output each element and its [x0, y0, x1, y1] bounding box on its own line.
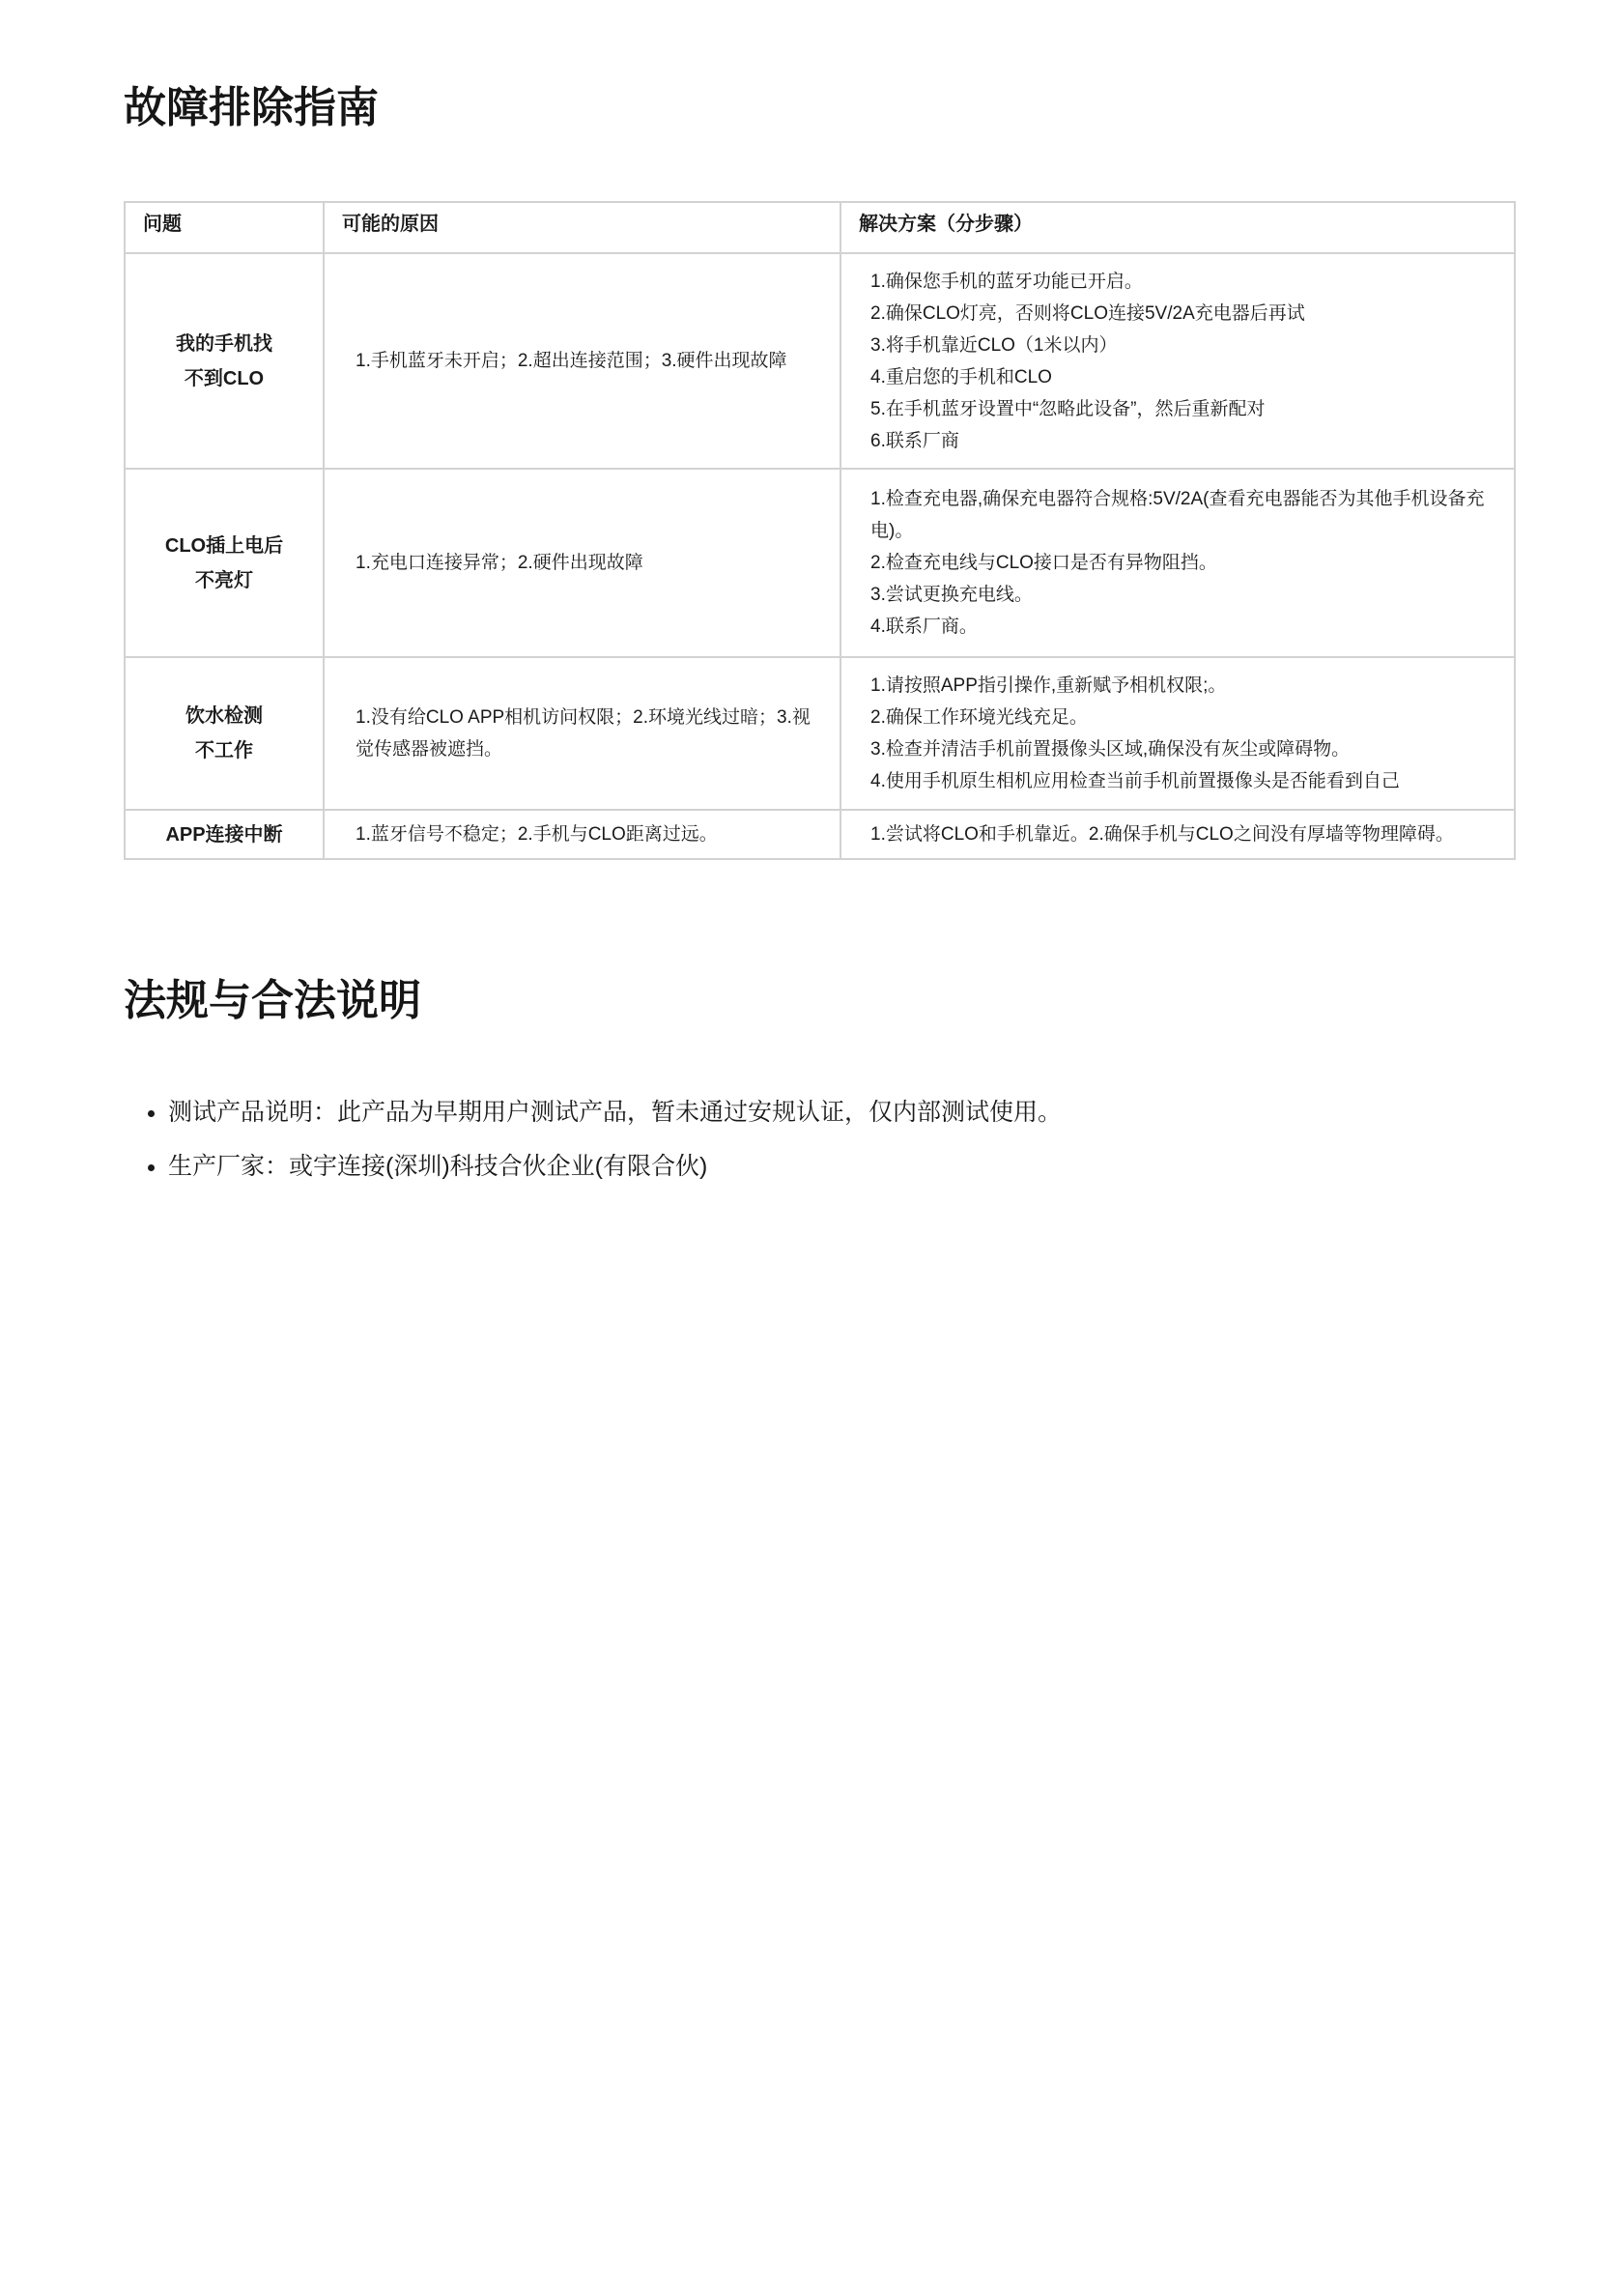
problem-line: CLO插上电后	[164, 534, 284, 557]
problem-line: 不工作	[195, 740, 253, 761]
solution-step: 4.重启您的手机和CLO	[870, 366, 1052, 387]
table-row	[125, 253, 1515, 469]
problem-line: 不亮灯	[195, 569, 253, 591]
solution-step: 3.尝试更换充电线。	[870, 585, 1033, 605]
solution-step: 1.检查充电器,确保充电器符合规格:5V/2A(查看充电器能否为其他手机设备充电)。	[870, 489, 1485, 541]
causes-text: 1.没有给CLO APP相机访问权限；2.环境光线过暗；3.视觉传感器被遮挡。	[356, 707, 811, 760]
problem-line: 不到CLO	[184, 367, 265, 389]
legal-bullet-manufacturer: • 生产厂家：或宇连接(深圳)科技合伙企业(有限合伙)	[168, 1148, 1515, 1185]
solution-step: 1.确保您手机的蓝牙功能已开启。	[870, 271, 1143, 292]
causes-text: 1.充电口连接异常；2.硬件出现故障	[356, 553, 643, 573]
solutions-cell	[840, 810, 1515, 859]
problem-line: APP连接中断	[165, 823, 283, 846]
header-solutions: 解决方案（分步骤）	[840, 202, 1515, 253]
solution-step: 3.检查并清洁手机前置摄像头区域,确保没有灰尘或障碍物。	[870, 739, 1351, 760]
causes-cell	[324, 657, 840, 810]
table-row	[125, 469, 1515, 657]
solutions-cell	[840, 253, 1515, 469]
header-problem: 问题	[125, 202, 324, 253]
solution-step: 1.尝试将CLO和手机靠近。2.确保手机与CLO之间没有厚墙等物理障碍。	[870, 824, 1454, 845]
solution-step: 2.检查充电线与CLO接口是否有异物阻挡。	[870, 553, 1217, 573]
solutions-cell	[840, 469, 1515, 657]
table-header-row	[125, 202, 1515, 253]
page-title: 故障排除指南	[124, 84, 379, 131]
problem-cell	[125, 469, 324, 657]
solution-step: 1.请按照APP指引操作,重新赋予相机权限;。	[870, 675, 1227, 696]
legal-section-title: 法规与合法说明	[124, 977, 421, 1024]
problem-line: 我的手机找	[176, 332, 272, 355]
problem-cell	[125, 657, 324, 810]
causes-text: 1.蓝牙信号不稳定；2.手机与CLO距离过远。	[356, 824, 718, 845]
solution-step: 2.确保工作环境光线充足。	[870, 707, 1088, 728]
table-row	[125, 810, 1515, 859]
legal-bullet-list	[124, 1094, 1515, 1185]
header-causes: 可能的原因	[324, 202, 840, 253]
solution-step: 3.将手机靠近CLO（1米以内）	[870, 334, 1118, 356]
solution-step: 6.联系厂商	[870, 430, 959, 451]
causes-cell	[324, 253, 840, 469]
legal-bullet-test-product: • 测试产品说明：此产品为早期用户测试产品，暂未通过安规认证，仅内部测试使用。	[168, 1094, 1515, 1131]
solution-step: 4.联系厂商。	[870, 617, 978, 637]
causes-cell	[324, 810, 840, 859]
causes-text: 1.手机蓝牙未开启；2.超出连接范围；3.硬件出现故障	[356, 351, 787, 371]
table-row	[125, 657, 1515, 810]
solution-step: 4.使用手机原生相机应用检查当前手机前置摄像头是否能看到自己	[870, 771, 1400, 791]
solutions-cell	[840, 657, 1515, 810]
solution-step: 2.确保CLO灯亮，否则将CLO连接5V/2A充电器后再试	[870, 302, 1305, 324]
troubleshooting-table	[124, 201, 1516, 860]
causes-cell	[324, 469, 840, 657]
problem-cell	[125, 810, 324, 859]
solution-step: 5.在手机蓝牙设置中“忽略此设备”，然后重新配对	[870, 398, 1266, 419]
problem-line: 饮水检测	[185, 705, 263, 727]
problem-cell	[125, 253, 324, 469]
